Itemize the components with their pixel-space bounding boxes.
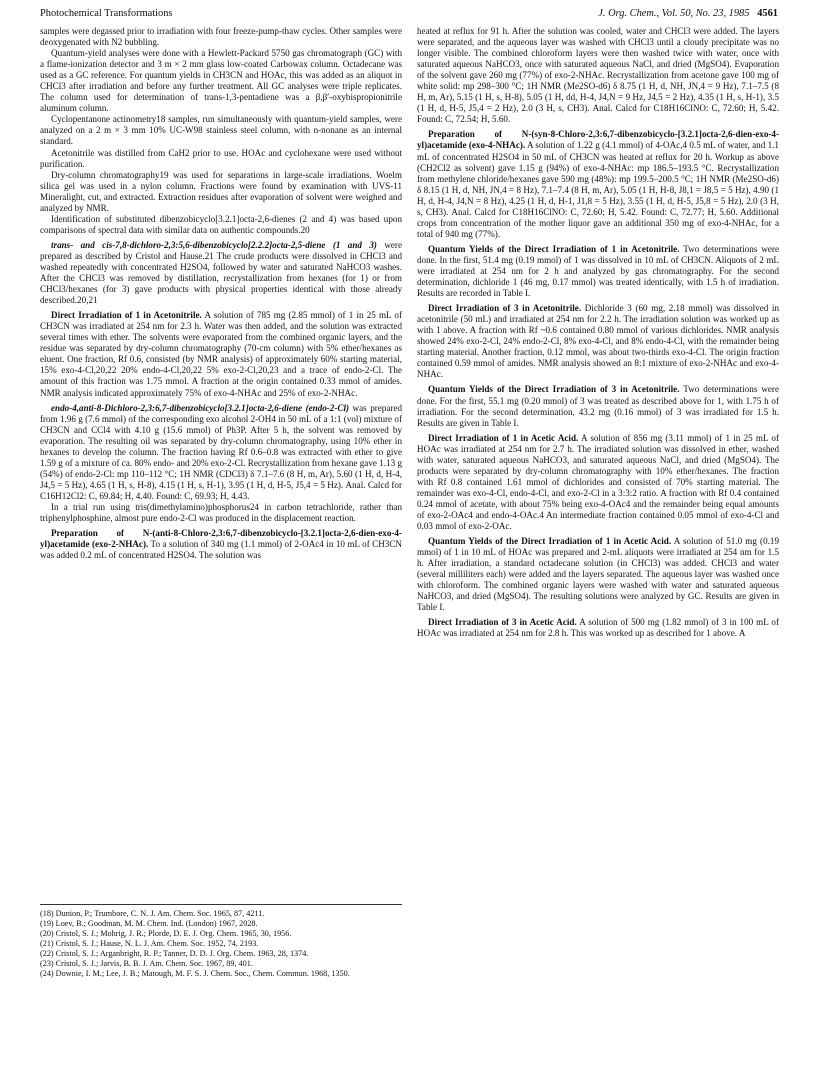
paragraph-text: To a solution of 340 mg (1.1 mmol) of 2-OAc4 in 10 mL of CH3CN was added 0.2 mL of concentrated H2SO4. The solution was [40, 539, 402, 561]
section-heading: Direct Irradiation of 3 in Acetonitrile. [428, 303, 582, 314]
paragraph-text: A solution of 500 mg (1.82 mmol) of 3 in 100 mL of HOAc was irradiated at 254 nm for 2.8 h. This was worked up as described for 1 above. A [417, 617, 779, 639]
references [40, 904, 402, 979]
paragraph [40, 310, 402, 398]
paragraph-text: Dichloride 3 (60 mg, 2.18 mmol) was dissolved in acetonitrile (50 mL) and irradiated at 254 nm for 2.2 h. The irradiation solution was worked up as with 1 above. A fraction with Rf ~0.6 contained 0.80 mmol of various dichlorides. NMR analysis showed 24% exo-2-Cl, 24% endo-2-Cl, 8% exo-4-Cl, and 8% endo-4-Cl, with the remainder being starting material. Another fraction, 0.12 mmol, was about two-thirds exo-4-Cl. The origin fraction contained 0.59 mmol of amides. NMR analysis showed an 8:1 mixture of exo-2-NHAc and exo-4-NHAc. [417, 303, 779, 380]
section-heading: Direct Irradiation of 3 in Acetic Acid. [428, 617, 577, 628]
journal-citation [598, 8, 778, 19]
paragraph-text: Two determinations were done. In the first, 51.4 mg (0.19 mmol) of 1 was dissolved in 10 mL of CH3CN. Aliquots of 2 mL were irradiated at 254 nm for 2 h and analyzed by gas chromatography. For the second determination, dichloride 1 (46 mg, 0.17 mmol) was treated identically, with 1.5 h of irradiation. Results are recorded in Table I. [417, 243, 779, 299]
paragraph: Identification of substituted dibenzobicyclo[3.2.1]octa-2,6-dienes (2 and 4) was based upon comparisons of spectral data with similar data on authentic compounds.20 [40, 213, 402, 235]
paragraph: heated at reflux for 91 h. After the solution was cooled, water and CHCl3 were added. The layers were separated, and the aqueous layer was washed with CHCl3 until a cloudy precipitate was no longer visible. The combined chloroform layers were then washed twice with water, once with saturated aqueous NaHCO3, once with saturated aqueous NaCl, and dried (MgSO4). Evaporation of the solvent gave 260 mg (77%) of exo-2-NHAc. Recrystallization from acetone gave 100 mg of white solid: mp 298–300 °C; 1H NMR (Me2SO-d6) δ 8.75 (1 H, d, NH, JN,4 = 9 Hz), 7.1–7.5 (8 H, m, Ar), 5.15 (1 H, s, H-8), 5.05 (1 H, dd, H-4, J4,N = 9 Hz, J4,5 = 2 Hz), 4.35 (1 H, s, H-1), 3.5 (1 H, d, H-5, J5,4 = 2 Hz), 2.0 (3 H, s, CH3). Anal. Calcd for C18H16ClNO: C, 72.60; H, 5.42. Found: C, 72.54; H, 5.60. [417, 26, 779, 125]
section-heading: Quantum Yields of the Direct Irradiation of 1 in Acetonitrile. [428, 243, 680, 254]
reference-item: (20) Cristol, S. J.; Mohrig, J. R.; Plorde, D. E. J. Org. Chem. 1965, 30, 1956. [40, 929, 292, 938]
right-column [417, 26, 779, 639]
reference-item: (23) Cristol, S. J.; Jarvis, B. B. J. Am. Chem. Soc. 1967, 89, 401. [40, 959, 253, 968]
section-heading: Preparation of N-(syn-8-Chloro-2,3:6,7-dibenzobicyclo-[3.2.1]octa-2,6-dien-exo-4-yl)acetamide (exo-4-NHAc). [417, 129, 779, 151]
paragraph: Acetonitrile was distilled from CaH2 prior to use. HOAc and cyclohexane were used without purification. [40, 147, 402, 169]
running-title: Photochemical Transformations [40, 8, 173, 19]
paragraph-text: A solution of 785 mg (2.85 mmol) of 1 in 25 mL of CH3CN was irradiated at 254 nm for 2.3 h. Water was then added, and the solution was extracted several times with ether. The solvents were evaporated from the combined organic layers, and the residue was separated by dry-column chromatography (70-cm column) with 5% ether/hexanes as eluent. One fraction, Rf 0.6, consisted (by NMR analysis) of approximately 60% starting material, 15% exo-4-Cl,20,22 20% endo-4-Cl,20,22 5% exo-2-Cl,20,23 and a trace of endo-2-Cl. The amount of this fraction was 1.75 mmol. A fraction at the origin contained 0.33 mmol of amides. NMR analysis indicated approximately 75% of exo-4-NHAc and 25% of exo-2-NHAc. [40, 310, 402, 398]
reference-item: (22) Cristol, S. J.; Arganbright, R. P.; Tanner, D. D. J. Org. Chem. 1963, 28, 1374. [40, 949, 309, 958]
section-heading: Preparation of N-(anti-8-Chloro-2,3:6,7-dibenzobicyclo-[3.2.1]octa-2,6-dien-exo-4-yl)acetamide (exo-2-NHAc). [40, 528, 402, 550]
paragraph: Dry-column chromatography19 was used for separations in large-scale irradiations. Woelm silica gel was used in a nylon column. Fractions were found by examination with UVS-11 Mineralight, cut, and extracted. Extraction residues after evaporation of solvent were weighed and analyzed by NMR. [40, 169, 402, 213]
paragraph-text: were prepared as described by Cristol and Hause.21 The crude products were dissolved in CHCl3 and washed repeatedly with concentrated H2SO4, followed by water and saturated NaHCO3 washes. After the CHCl3 was removed by distillation, recrystallization from hexanes (for 1) or from CHCl3/hexanes (for 3) gave products with physical properties identical with those already described.20,21 [40, 239, 403, 306]
section-heading: Quantum Yields of the Direct Irradiation of 3 in Acetonitrile. [428, 384, 680, 395]
left-column [40, 26, 402, 561]
paragraph: Quantum-yield analyses were done with a Hewlett-Packard 5750 gas chromatograph (GC) with a flame-ionization detector and 3 m × 2 mm glass low-coated Carbowax column. Octadecane was used as a GC reference. For quantum yields in CH3CN and HOAc, this was added as an aliquot in CHCl3 after irradiation and before any further treatment. All GC analyses were triple replicates. The column used for determination of trans-1,3-pentadiene was a β,β′-oxybispropionitrile aluminum column. [40, 48, 402, 114]
reference-item: (24) Downie, I. M.; Lee, J. B.; Matough, M. F. S. J. Chem. Soc., Chem. Commun. 1968, 1350. [40, 969, 350, 978]
footnote-rule [40, 904, 402, 905]
paragraph [417, 303, 779, 380]
reference-item: (18) Dunion, P.; Trumbore, C. N. J. Am. Chem. Soc. 1965, 87, 4211. [40, 909, 265, 918]
paragraph [417, 617, 779, 639]
paragraph [40, 528, 402, 561]
section-heading: endo-4,anti-8-Dichloro-2,3:6,7-dibenzobicyclo[3.2.1]octa-2,6-diene (endo-2-Cl) [51, 402, 350, 413]
reference-item: (19) Loev, B.; Goodman, M. M. Chem. Ind. (London) 1967, 2028. [40, 919, 258, 928]
paragraph-text: Two determinations were done. For the first, 55.1 mg (0.20 mmol) of 3 was treated as described above for 1, with 1.75 h of irradiation. For the second determination, 43.2 mg (0.16 mmol) of 3 was irradiated for 1.5 h. Results are given in Table I. [417, 384, 779, 428]
journal-name: J. Org. Chem., Vol. 50, No. 23, 1985 [598, 8, 750, 19]
section-heading: Quantum Yields of the Direct Irradiation of 1 in Acetic Acid. [428, 536, 672, 547]
reference-item: (21) Cristol, S. J.; Hause, N. L. J. Am. Chem. Soc. 1952, 74, 2193. [40, 939, 259, 948]
paragraph [40, 240, 402, 306]
running-header [40, 8, 778, 24]
paragraph-text: A solution of 1.22 g (4.1 mmol) of 4-OAc,4 0.5 mL of water, and 1.1 mL of concentrated H2SO4 in 50 mL of CH3CN was heated at reflux for 20 h. Workup as above (CH2Cl2 as solvent) gave 1.15 g (94%) of exo-4-NHAc: mp 186.5–193.5 °C. Recrystallization from methylene chloride/hexanes gave 590 mg (48%): mp 199.5–200.5 °C; 1H NMR (Me2SO-d6) δ 8.15 (1 H, d, NH, JN,4 = 8 Hz), 7.1–7.4 (8 H, m, Ar), 5.05 (1 H, H-8, J8,1 = J8,5 = 5 Hz), 4.90 (1 H, d, H-4, J4,N = 8 Hz), 4.25 (1 H, d, H-1, J1,8 = 5 Hz), 3.55 (1 H, d, H-5, J5,8 = 5 Hz), 2.0 (3 H, s, CH3). Anal. Calcd for C18H16ClNO: C, 72.60; H, 5.42. Found: C, 72.77; H, 5.60. Additional crops from concentration of the mother liquor gave an additional 350 mg of exo-4-NHAc, for a total of 940 mg (77%). [417, 140, 779, 239]
page-number: 4561 [757, 8, 778, 19]
paragraph [417, 244, 779, 299]
paragraph-text: A solution of 856 mg (3.11 mmol) of 1 in 25 mL of HOAc was irradiated at 254 nm for 2.7 h. The irradiated solution was dissolved in ether, washed with water, saturated aqueous NaHCO3, and saturated aqueous NaCl, and dried (MgSO4). The products were separated by dry-column chromatography with 10% ether/hexanes. The fraction with Rf 0.8 contained 1.61 mmol of dichlorides and consisted of 70% starting material. The remainder was exo-4-Cl, endo-4-Cl, and exo-2-Cl in a 3:3:2 ratio. A fraction with Rf 0.4 contained 0.24 mmol of acetate, with about 75% being exo-4-OAc4 and the remainder being equal amounts of exo-2-OAc4 and endo-4-OAc.4 An intermediate fraction contained 0.05 mmol of exo-4-Cl and 0.03 mmol of exo-2-OAc. [417, 432, 779, 532]
paragraph-text: A solution of 51.0 mg (0.19 mmol) of 1 in 10 mL of HOAc was prepared and 2-mL aliquots were irradiated at 254 nm for 1.5 h. After irradiation, a standard octadecane solution (in CHCl3) was added. CHCl3 and water (several milliliters each) were added and the layers separated. The aqueous layer was washed once with chloroform. The combined organic layers were washed with water and saturated aqueous NaHCO3, and dried (MgSO4). The resulting solutions were analyzed by GC. Results are given in Table I. [417, 536, 779, 613]
paragraph [417, 433, 779, 532]
paragraph: Cyclopentanone actinometry18 samples, run simultaneously with quantum-yield samples, were analyzed on a 2 m × 3 mm 10% UC-W98 stainless steel column, with n-nonane as an internal standard. [40, 114, 402, 147]
paragraph [417, 129, 779, 239]
paragraph: samples were degassed prior to irradiation with four freeze-pump-thaw cycles. Other samples were deoxygenated with N2 bubbling. [40, 26, 402, 48]
paragraph [417, 536, 779, 613]
section-heading: Direct Irradiation of 1 in Acetic Acid. [428, 432, 579, 443]
section-heading: Direct Irradiation of 1 in Acetonitrile. [51, 310, 202, 321]
section-heading: trans- and cis-7,8-dichloro-2,3:5,6-dibenzobicyclo[2.2.2]octa-2,5-diene (1 and 3) [51, 239, 377, 250]
paragraph: In a trial run using tris(dimethylamino)phosphorus24 in carbon tetrachloride, rather than triphenylphosphine, almost pure endo-2-Cl was produced in the displacement reaction. [40, 501, 402, 524]
paragraph [417, 384, 779, 428]
paragraph [40, 403, 402, 502]
paragraph-text: was prepared from 1.96 g (7.6 mmol) of the corresponding exo alcohol 2-OH4 in 50 mL of a 1:1 (vol) mixture of CH3CN and CCl4 with 4.10 g (15.6 mmol) of Ph3P. After 5 h, the solvent was removed by evaporation. The resulting oil was separated by dry-column chromatography, using 10% ether in hexanes to develop the column. The fraction having Rf 0.6–0.8 was extracted with ether to give 1.59 g of a mixture of ca. 80% endo- and 20% exo-2-Cl. Recrystallization from hexane gave 1.13 g (54%) of endo-2-Cl: mp 110–112 °C; 1H NMR (CDCl3) δ 7.1–7.6 (8 H, m, Ar), 5.60 (1 H, d, H-4, J4,5 = 5 Hz), 4.65 (1 H, s, H-8), 4.15 (1 H, s, H-1), 3.95 (1 H, d, H-5, J5,4 = 5 Hz). Anal. Calcd for C16H12Cl2: C, 69.84; H, 4.40. Found: C, 69.93; H, 4.43. [40, 402, 403, 501]
